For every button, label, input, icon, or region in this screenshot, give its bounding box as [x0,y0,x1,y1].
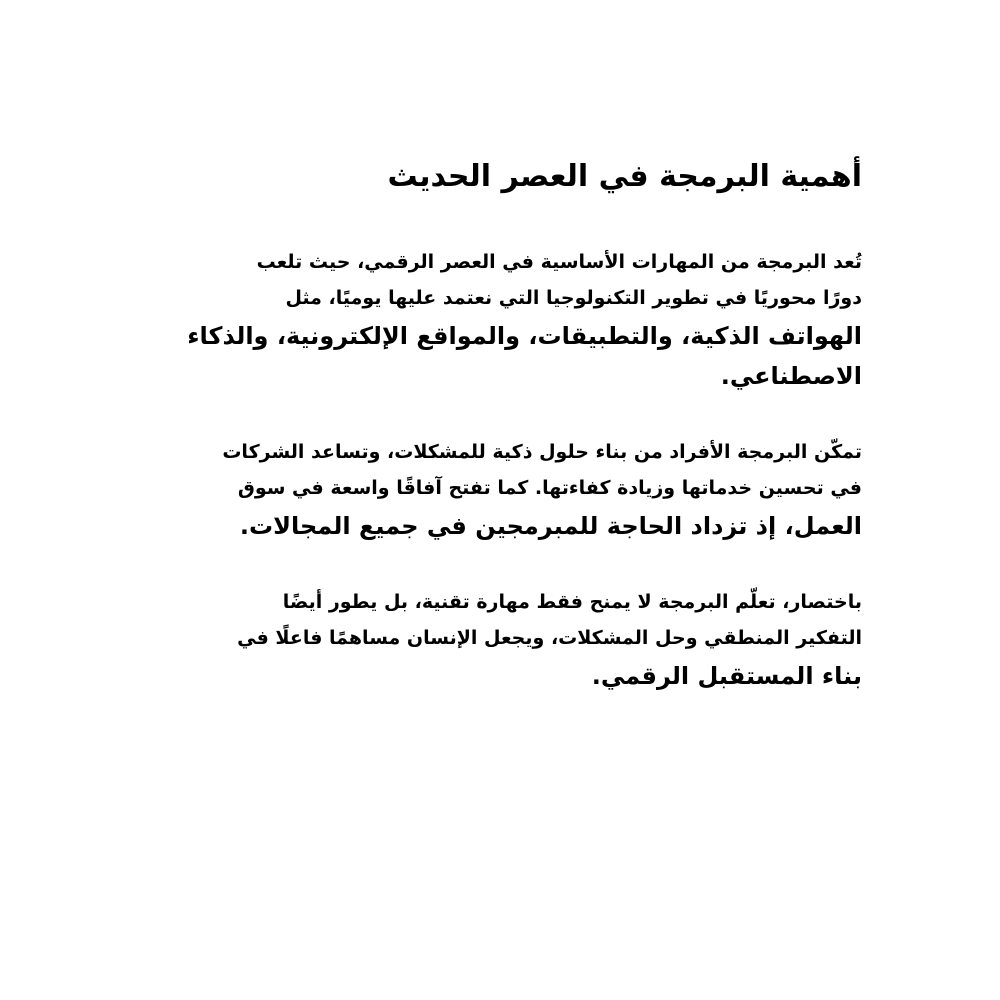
paragraph-line: باختصار، تعلّم البرمجة لا يمنح فقط مهارة تقنية، بل يطور أيضًا [282,591,862,613]
paragraph-line: بناء المستقبل الرقمي. [591,662,862,690]
paragraph-line: التفكير المنطقي وحل المشكلات، ويجعل الإنسان مساهمًا فاعلًا في [237,627,862,649]
document-body [130,150,862,734]
paragraph-line: تُعد البرمجة من المهارات الأساسية في العصر الرقمي، حيث تلعب [256,251,862,273]
paragraph-1 [130,244,862,396]
paragraph-line: دورًا محوريًا في تطوير التكنولوجيا التي نعتمد عليها يوميًا، مثل [285,287,862,309]
paragraph-line: العمل، إذ تزداد الحاجة للمبرمجين في جميع المجالات. [239,512,862,540]
paragraph-line: تمكّن البرمجة الأفراد من بناء حلول ذكية للمشكلات، وتساعد الشركات [222,441,862,463]
paragraph-line: الهواتف الذكية، والتطبيقات، والمواقع الإلكترونية، والذكاء [187,322,862,350]
paragraph-3 [130,584,862,696]
paragraph-line: الاصطناعي. [720,362,862,390]
document-title: أهمية البرمجة في العصر الحديث [387,159,862,194]
paragraph-2 [130,434,862,546]
paragraph-line: في تحسين خدماتها وزيادة كفاءتها. كما تفتح آفاقًا واسعة في سوق [237,477,862,499]
